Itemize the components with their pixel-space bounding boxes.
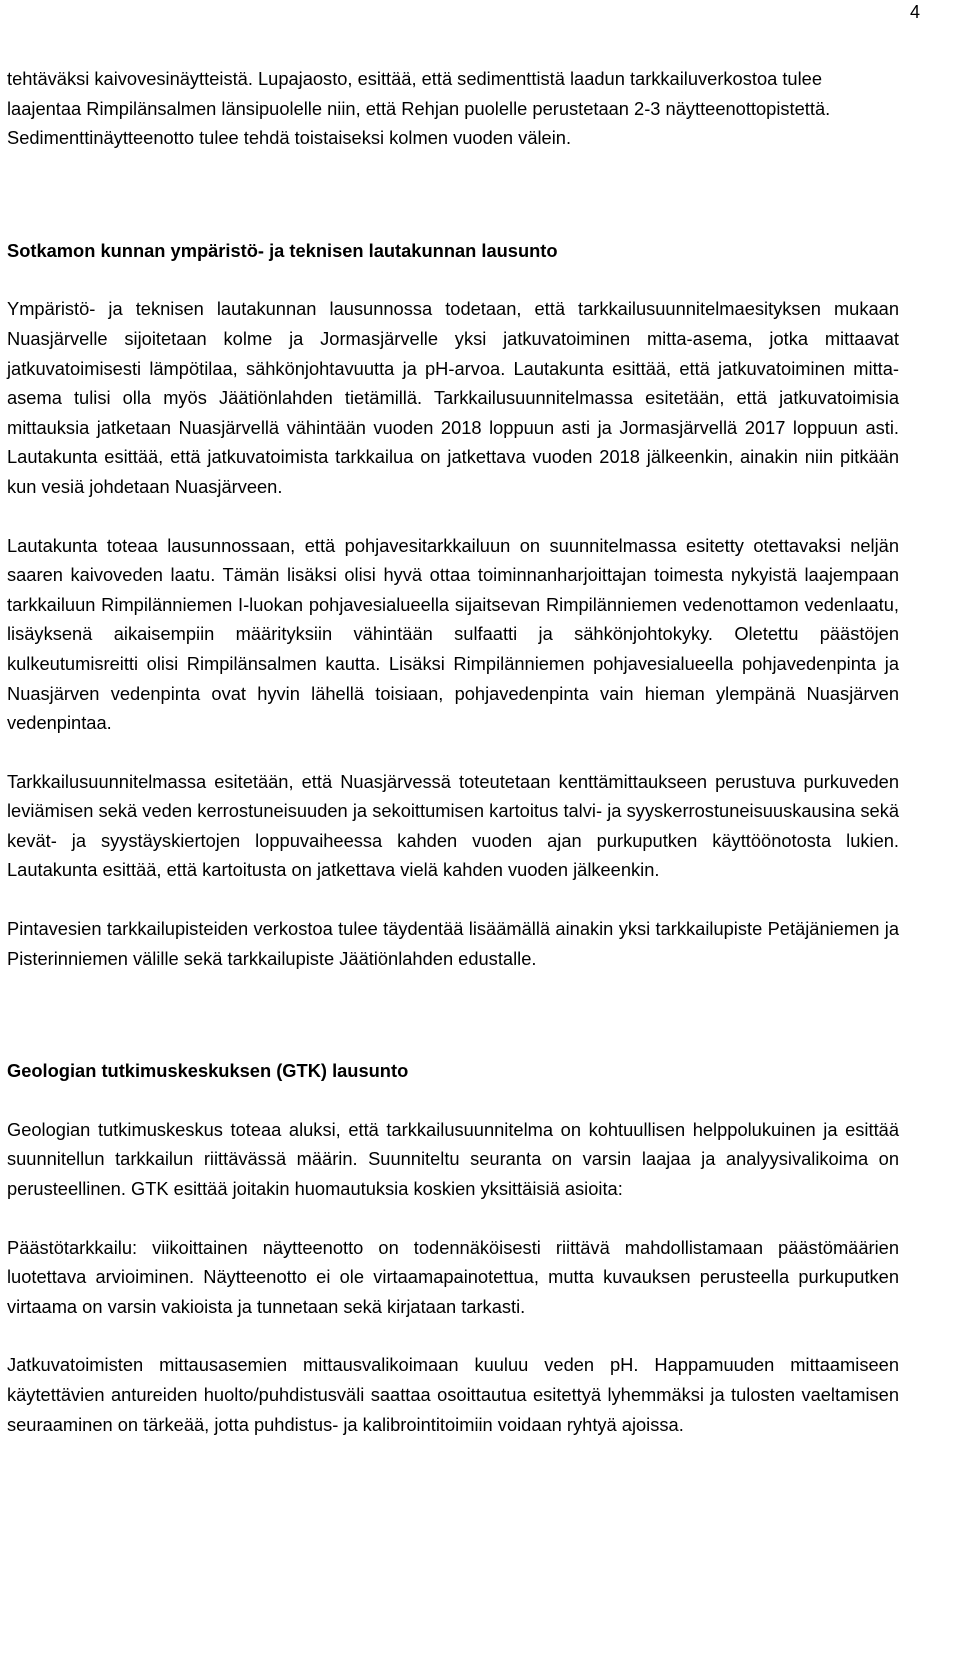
paragraph: Päästötarkkailu: viikoittainen näytteenotto on todennäköisesti riittävä mahdollistamaan päästömäärien luotettava arvioiminen. Näytteenotto ei ole virtaamapainotettua, mutta kuvauksen perusteella purkuputken virtaama on varsin vakioista ja tunnetaan sekä kirjataan tarkasti. (7, 1236, 899, 1317)
intro-paragraph: tehtäväksi kaivovesinäytteistä. Lupajaosto, esittää, että sedimenttistä laadun tarkkailuverkostoa tulee laajentaa Rimpilänsalmen länsipuolelle niin, että Rehjan puolelle perustetaan 2-3 näytteenottopistettä. Sedimenttinäytteenotto tulee tehdä toistaiseksi kolmen vuoden välein. (7, 68, 831, 149)
paragraph: Geologian tutkimuskeskus toteaa aluksi, että tarkkailusuunnitelma on kohtuullisen helppolukuinen ja esittää suunnitellun tarkkailun riittävässä määrin. Suunniteltu seuranta on varsin laajaa ja analyysivalikoima on perusteellinen. GTK esittää joitakin huomautuksia koskien yksittäisiä asioita: (7, 1118, 899, 1200)
section-heading-sotkamo: Sotkamon kunnan ympäristö- ja teknisen lautakunnan lausunto (7, 239, 558, 261)
paragraph: Tarkkailusuunnitelmassa esitetään, että Nuasjärvessä toteutetaan kenttämittaukseen perustuva purkuveden leviämisen sekä veden kerrostuneisuuden ja sekoittumisen kartoitus talvi- ja syyskerrostuneisuuskausina sekä kevät- ja syystäyskiertojen loppuvaiheessa kahden vuoden ajan purkuputken käyttöönotosta lukien. Lautakunta esittää, että kartoitusta on jatkettava vielä kahden vuoden jälkeenkin. (7, 770, 899, 881)
paragraph: Lautakunta toteaa lausunnossaan, että pohjavesitarkkailuun on suunnitelmassa esitetty otettavaksi neljän saaren kaivoveden laatu. Tämän lisäksi olisi hyvä ottaa toiminnanharjoittajan toimesta nykyistä laajempaan tarkkailuun Rimpilänniemen I-luokan pohjavesialueella sijaitsevan Rimpilänniemen vedenottamon vedenlaatu, lisäyksenä aikaisempiin määrityksiin vähintään sulfaatti ja sähkönjohtokyky. Oletettu päästöjen kulkeutumisreitti olisi Rimpilänsalmen kautta. Lisäksi Rimpilänniemen pohjavesialueella pohjavedenpinta ja Nuasjärven vedenpinta ovat hyvin lähellä toisiaan, pohjavedenpinta vain hieman ylempänä Nuasjärven vedenpintaa. (7, 534, 899, 734)
document-body (7, 64, 899, 1439)
paragraph: Ympäristö- ja teknisen lautakunnan lausunnossa todetaan, että tarkkailusuunnitelmaesityksen mukaan Nuasjärvelle sijoitetaan kolme ja Jormasjärvelle yksi jatkuvatoiminen mitta-asema, jotka mittaavat jatkuvatoimisesti lämpötilaa, sähkönjohtavuutta ja pH-arvoa. Lautakunta esittää, että jatkuvatoiminen mitta-asema tulisi olla myös Jäätiönlahden tietämillä. Tarkkailusuunnitelmassa esitetään, että jatkuvatoimisia mittauksia jatketaan Nuasjärvellä vähintään vuoden 2018 loppuun asti ja Jormasjärvellä 2017 loppuun asti. Lautakunta esittää, että jatkuvatoimista tarkkailua on jatkettava vuoden 2018 jälkeenkin, ainakin niin pitkään kun vesiä johdetaan Nuasjärveen. (7, 298, 899, 497)
paragraph: Jatkuvatoimisten mittausasemien mittausvalikoimaan kuuluu veden pH. Happamuuden mittaamiseen käytettävien antureiden huolto/puhdistusväli saattaa osoittautua esitettyä lyhemmäksi ja tulosten vaeltamisen seuraaminen on tärkeää, jotta puhdistus- ja kalibrointitoimiin voidaan ryhtyä ajoissa. (7, 1354, 899, 1435)
page-number: 4 (909, 2, 920, 22)
paragraph: Pintavesien tarkkailupisteiden verkostoa tulee täydentää lisäämällä ainakin yksi tarkkailupiste Petäjäniemen ja Pisterinniemen välille sekä tarkkailupiste Jäätiönlahden edustalle. (7, 918, 899, 969)
section-heading-gtk: Geologian tutkimuskeskuksen (GTK) lausunto (7, 1060, 409, 1082)
